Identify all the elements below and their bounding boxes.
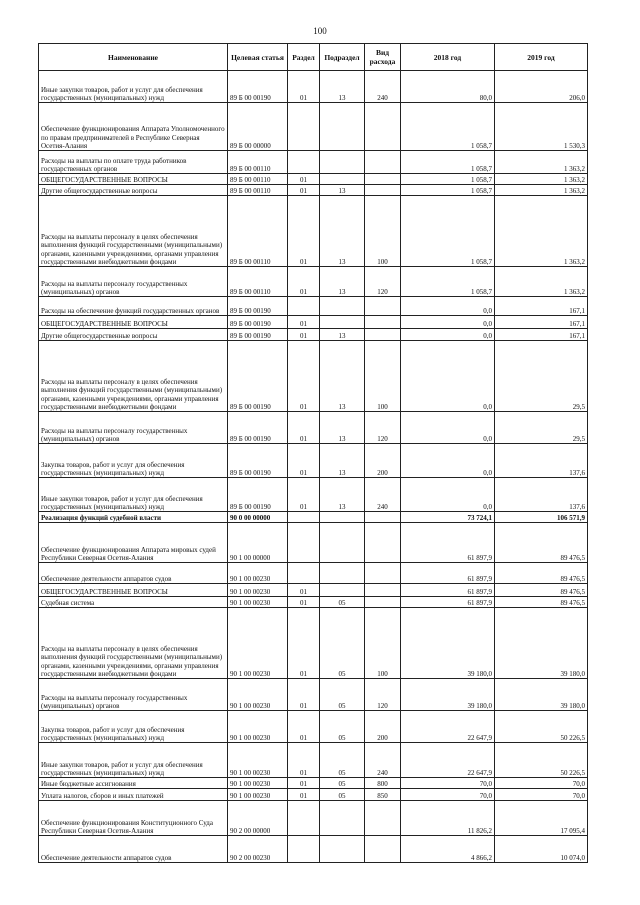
cell-2018: 1 058,7 bbox=[401, 174, 495, 185]
cell-subsection: 05 bbox=[320, 679, 365, 711]
table-row bbox=[39, 523, 588, 563]
table-row bbox=[39, 512, 588, 523]
cell-2018: 1 058,7 bbox=[401, 267, 495, 297]
cell-expense-type: 200 bbox=[365, 444, 401, 478]
cell-2019: 1 363,2 bbox=[495, 196, 588, 267]
cell-2018: 0,0 bbox=[401, 316, 495, 329]
cell-2019: 70,0 bbox=[495, 789, 588, 801]
table-row bbox=[39, 789, 588, 801]
cell-2019: 167,1 bbox=[495, 297, 588, 316]
table-row bbox=[39, 412, 588, 444]
cell-target-article: 90 2 00 00000 bbox=[228, 801, 288, 836]
cell-2019: 89 476,5 bbox=[495, 563, 588, 584]
cell-2019: 29,5 bbox=[495, 341, 588, 412]
cell-expense-type: 200 bbox=[365, 711, 401, 743]
cell-section bbox=[288, 563, 320, 584]
cell-section: 01 bbox=[288, 329, 320, 341]
cell-target-article: 89 Б 00 00110 bbox=[228, 174, 288, 185]
cell-2019: 106 571,9 bbox=[495, 512, 588, 523]
cell-2018: 70,0 bbox=[401, 778, 495, 789]
cell-2018: 0,0 bbox=[401, 329, 495, 341]
cell-expense-type bbox=[365, 801, 401, 836]
cell-name: Иные бюджетные ассигнования bbox=[39, 778, 228, 789]
table-row bbox=[39, 584, 588, 597]
cell-expense-type bbox=[365, 151, 401, 174]
cell-target-article: 90 1 00 00000 bbox=[228, 523, 288, 563]
cell-expense-type: 240 bbox=[365, 743, 401, 778]
cell-name: Обеспечение функционирования Конституционного Суда Республики Северная Осетия-Алания bbox=[39, 801, 228, 836]
cell-2019: 89 476,5 bbox=[495, 597, 588, 608]
cell-subsection: 05 bbox=[320, 789, 365, 801]
cell-subsection: 05 bbox=[320, 597, 365, 608]
table-row bbox=[39, 778, 588, 789]
cell-target-article: 89 Б 00 00110 bbox=[228, 196, 288, 267]
cell-2019: 50 226,5 bbox=[495, 711, 588, 743]
cell-target-article: 89 Б 00 00190 bbox=[228, 478, 288, 512]
cell-name: Судебная система bbox=[39, 597, 228, 608]
cell-2019: 1 363,2 bbox=[495, 185, 588, 196]
table-row bbox=[39, 563, 588, 584]
table-row bbox=[39, 174, 588, 185]
cell-subsection bbox=[320, 563, 365, 584]
cell-section: 01 bbox=[288, 789, 320, 801]
cell-subsection: 13 bbox=[320, 444, 365, 478]
cell-2019: 206,0 bbox=[495, 71, 588, 103]
cell-2019: 1 363,2 bbox=[495, 267, 588, 297]
cell-expense-type bbox=[365, 584, 401, 597]
cell-subsection: 13 bbox=[320, 412, 365, 444]
cell-target-article: 89 Б 00 00190 bbox=[228, 412, 288, 444]
cell-subsection bbox=[320, 174, 365, 185]
header-row bbox=[39, 44, 588, 71]
cell-name: Расходы на выплаты персоналу в целях обеспечения выполнения функций государственными (муниципальными) органами, казенными учреждениями, органами управления государственными внебюджетными фондами bbox=[39, 608, 228, 679]
header-2019: 2019 год bbox=[495, 44, 588, 71]
cell-subsection: 13 bbox=[320, 341, 365, 412]
cell-name: Другие общегосударственные вопросы bbox=[39, 185, 228, 196]
cell-expense-type: 850 bbox=[365, 789, 401, 801]
cell-name: Иные закупки товаров, работ и услуг для обеспечения государственных (муниципальных) нужд bbox=[39, 743, 228, 778]
cell-2018: 0,0 bbox=[401, 297, 495, 316]
cell-expense-type bbox=[365, 563, 401, 584]
cell-subsection: 13 bbox=[320, 71, 365, 103]
cell-target-article: 90 1 00 00230 bbox=[228, 584, 288, 597]
budget-table bbox=[38, 43, 588, 863]
table-row bbox=[39, 743, 588, 778]
cell-2018: 0,0 bbox=[401, 478, 495, 512]
cell-2019: 29,5 bbox=[495, 412, 588, 444]
cell-section bbox=[288, 297, 320, 316]
table-row bbox=[39, 329, 588, 341]
cell-subsection: 05 bbox=[320, 711, 365, 743]
cell-section: 01 bbox=[288, 316, 320, 329]
cell-2018: 61 897,9 bbox=[401, 597, 495, 608]
cell-name: Иные закупки товаров, работ и услуг для обеспечения государственных (муниципальных) нужд bbox=[39, 71, 228, 103]
cell-section: 01 bbox=[288, 679, 320, 711]
table-row bbox=[39, 801, 588, 836]
cell-2018: 1 058,7 bbox=[401, 151, 495, 174]
cell-subsection bbox=[320, 103, 365, 151]
table-row bbox=[39, 185, 588, 196]
cell-2019: 137,6 bbox=[495, 444, 588, 478]
cell-2019: 1 530,3 bbox=[495, 103, 588, 151]
cell-2019: 1 363,2 bbox=[495, 174, 588, 185]
cell-target-article: 89 Б 00 00190 bbox=[228, 71, 288, 103]
cell-name: Расходы на выплаты персоналу в целях обеспечения выполнения функций государственными (муниципальными) органами, казенными учреждениями, органами управления государственными внебюджетными фондами bbox=[39, 341, 228, 412]
cell-target-article: 90 1 00 00230 bbox=[228, 563, 288, 584]
cell-name: Расходы на выплаты персоналу государственных (муниципальных) органов bbox=[39, 679, 228, 711]
cell-section: 01 bbox=[288, 743, 320, 778]
cell-subsection: 05 bbox=[320, 743, 365, 778]
cell-name: Расходы на выплаты персоналу государственных (муниципальных) органов bbox=[39, 412, 228, 444]
cell-2019: 89 476,5 bbox=[495, 584, 588, 597]
table-body bbox=[39, 71, 588, 863]
cell-section bbox=[288, 801, 320, 836]
cell-2018: 39 180,0 bbox=[401, 679, 495, 711]
cell-target-article: 90 1 00 00230 bbox=[228, 608, 288, 679]
table-row bbox=[39, 297, 588, 316]
cell-section bbox=[288, 523, 320, 563]
cell-target-article: 89 Б 00 00190 bbox=[228, 329, 288, 341]
cell-section: 01 bbox=[288, 444, 320, 478]
cell-2019: 137,6 bbox=[495, 478, 588, 512]
cell-target-article: 90 1 00 00230 bbox=[228, 789, 288, 801]
cell-expense-type: 100 bbox=[365, 196, 401, 267]
cell-expense-type bbox=[365, 185, 401, 196]
cell-subsection bbox=[320, 512, 365, 523]
cell-name: Закупка товаров, работ и услуг для обеспечения государственных (муниципальных) нужд bbox=[39, 711, 228, 743]
cell-subsection bbox=[320, 523, 365, 563]
cell-target-article: 90 1 00 00230 bbox=[228, 743, 288, 778]
cell-name: Уплата налогов, сборов и иных платежей bbox=[39, 789, 228, 801]
header-2018: 2018 год bbox=[401, 44, 495, 71]
table-row bbox=[39, 444, 588, 478]
cell-2018: 1 058,7 bbox=[401, 185, 495, 196]
cell-section: 01 bbox=[288, 584, 320, 597]
cell-section: 01 bbox=[288, 608, 320, 679]
cell-section: 01 bbox=[288, 478, 320, 512]
cell-target-article: 89 Б 00 00190 bbox=[228, 341, 288, 412]
cell-expense-type bbox=[365, 512, 401, 523]
cell-section bbox=[288, 512, 320, 523]
cell-name: ОБЩЕГОСУДАРСТВЕННЫЕ ВОПРОСЫ bbox=[39, 316, 228, 329]
header-subsection: Подраздел bbox=[320, 44, 365, 71]
table-row bbox=[39, 151, 588, 174]
cell-2019: 17 095,4 bbox=[495, 801, 588, 836]
table-row bbox=[39, 836, 588, 863]
table-row bbox=[39, 597, 588, 608]
table-row bbox=[39, 103, 588, 151]
cell-section: 01 bbox=[288, 597, 320, 608]
cell-name: ОБЩЕГОСУДАРСТВЕННЫЕ ВОПРОСЫ bbox=[39, 584, 228, 597]
cell-target-article: 90 1 00 00230 bbox=[228, 778, 288, 789]
cell-target-article: 90 0 00 00000 bbox=[228, 512, 288, 523]
cell-2018: 22 647,9 bbox=[401, 743, 495, 778]
cell-name: ОБЩЕГОСУДАРСТВЕННЫЕ ВОПРОСЫ bbox=[39, 174, 228, 185]
cell-target-article: 90 1 00 00230 bbox=[228, 597, 288, 608]
cell-target-article: 89 Б 00 00110 bbox=[228, 151, 288, 174]
cell-section: 01 bbox=[288, 71, 320, 103]
cell-2018: 80,0 bbox=[401, 71, 495, 103]
cell-target-article: 89 Б 00 00190 bbox=[228, 297, 288, 316]
cell-expense-type: 100 bbox=[365, 341, 401, 412]
cell-section bbox=[288, 151, 320, 174]
cell-expense-type: 100 bbox=[365, 608, 401, 679]
cell-2019: 50 226,5 bbox=[495, 743, 588, 778]
cell-subsection bbox=[320, 801, 365, 836]
cell-expense-type bbox=[365, 836, 401, 863]
cell-target-article: 90 1 00 00230 bbox=[228, 679, 288, 711]
cell-name: Расходы на выплаты по оплате труда работников государственных органов bbox=[39, 151, 228, 174]
cell-2018: 73 724,1 bbox=[401, 512, 495, 523]
cell-subsection: 13 bbox=[320, 478, 365, 512]
cell-2018: 61 897,9 bbox=[401, 523, 495, 563]
cell-section: 01 bbox=[288, 174, 320, 185]
cell-subsection bbox=[320, 151, 365, 174]
cell-2018: 70,0 bbox=[401, 789, 495, 801]
cell-2018: 0,0 bbox=[401, 341, 495, 412]
cell-subsection: 13 bbox=[320, 196, 365, 267]
cell-name: Обеспечение деятельности аппаратов судов bbox=[39, 836, 228, 863]
cell-target-article: 89 Б 00 00190 bbox=[228, 444, 288, 478]
page-number: 100 bbox=[313, 26, 327, 36]
cell-name: Иные закупки товаров, работ и услуг для обеспечения государственных (муниципальных) нужд bbox=[39, 478, 228, 512]
cell-name: Расходы на выплаты персоналу государственных (муниципальных) органов bbox=[39, 267, 228, 297]
cell-subsection bbox=[320, 836, 365, 863]
cell-section: 01 bbox=[288, 778, 320, 789]
cell-expense-type: 800 bbox=[365, 778, 401, 789]
cell-expense-type bbox=[365, 297, 401, 316]
cell-name: Закупка товаров, работ и услуг для обеспечения государственных (муниципальных) нужд bbox=[39, 444, 228, 478]
cell-expense-type bbox=[365, 597, 401, 608]
cell-2018: 1 058,7 bbox=[401, 196, 495, 267]
cell-expense-type bbox=[365, 174, 401, 185]
cell-expense-type: 240 bbox=[365, 478, 401, 512]
cell-subsection: 05 bbox=[320, 608, 365, 679]
cell-subsection: 13 bbox=[320, 267, 365, 297]
table-row bbox=[39, 316, 588, 329]
cell-2019: 39 180,0 bbox=[495, 679, 588, 711]
cell-2019: 10 074,0 bbox=[495, 836, 588, 863]
cell-subsection bbox=[320, 584, 365, 597]
table-row bbox=[39, 267, 588, 297]
cell-2019: 70,0 bbox=[495, 778, 588, 789]
cell-target-article: 89 Б 00 00110 bbox=[228, 185, 288, 196]
table-row bbox=[39, 196, 588, 267]
cell-name: Обеспечение функционирования Аппарата Уполномоченного по правам предпринимателей в Республике Северная Осетия-Алания bbox=[39, 103, 228, 151]
cell-expense-type bbox=[365, 329, 401, 341]
cell-section bbox=[288, 836, 320, 863]
cell-name: Расходы на выплаты персоналу в целях обеспечения выполнения функций государственными (муниципальными) органами, казенными учреждениями, органами управления государственными внебюджетными фондами bbox=[39, 196, 228, 267]
cell-2018: 39 180,0 bbox=[401, 608, 495, 679]
cell-target-article: 89 Б 00 00110 bbox=[228, 267, 288, 297]
cell-subsection: 13 bbox=[320, 185, 365, 196]
cell-expense-type: 120 bbox=[365, 412, 401, 444]
cell-2018: 61 897,9 bbox=[401, 563, 495, 584]
cell-2018: 11 826,2 bbox=[401, 801, 495, 836]
cell-expense-type: 240 bbox=[365, 71, 401, 103]
cell-section: 01 bbox=[288, 341, 320, 412]
cell-name: Другие общегосударственные вопросы bbox=[39, 329, 228, 341]
table-row bbox=[39, 608, 588, 679]
cell-name: Расходы на обеспечение функций государственных органов bbox=[39, 297, 228, 316]
cell-expense-type bbox=[365, 523, 401, 563]
cell-target-article: 89 Б 00 00190 bbox=[228, 316, 288, 329]
cell-2018: 4 866,2 bbox=[401, 836, 495, 863]
cell-subsection bbox=[320, 297, 365, 316]
cell-name: Обеспечение деятельности аппаратов судов bbox=[39, 563, 228, 584]
cell-2019: 167,1 bbox=[495, 316, 588, 329]
cell-2019: 89 476,5 bbox=[495, 523, 588, 563]
cell-2018: 22 647,9 bbox=[401, 711, 495, 743]
table-row bbox=[39, 679, 588, 711]
cell-section: 01 bbox=[288, 267, 320, 297]
cell-section bbox=[288, 103, 320, 151]
table-row bbox=[39, 478, 588, 512]
cell-name: Обеспечение функционирования Аппарата мировых судей Республики Северная Осетия-Алания bbox=[39, 523, 228, 563]
cell-2018: 0,0 bbox=[401, 412, 495, 444]
cell-2019: 39 180,0 bbox=[495, 608, 588, 679]
cell-name: Реализация функций судебной власти bbox=[39, 512, 228, 523]
cell-target-article: 90 2 00 00230 bbox=[228, 836, 288, 863]
cell-2019: 167,1 bbox=[495, 329, 588, 341]
cell-subsection: 13 bbox=[320, 329, 365, 341]
header-expense-type: Вид расхода bbox=[365, 44, 401, 71]
header-section: Раздел bbox=[288, 44, 320, 71]
cell-section: 01 bbox=[288, 711, 320, 743]
table-row bbox=[39, 711, 588, 743]
cell-section: 01 bbox=[288, 412, 320, 444]
cell-section: 01 bbox=[288, 196, 320, 267]
cell-expense-type bbox=[365, 316, 401, 329]
cell-2018: 1 058,7 bbox=[401, 103, 495, 151]
cell-target-article: 89 Б 00 00000 bbox=[228, 103, 288, 151]
header-target-article: Целевая статья bbox=[228, 44, 288, 71]
cell-subsection bbox=[320, 316, 365, 329]
cell-2018: 0,0 bbox=[401, 444, 495, 478]
table-row bbox=[39, 71, 588, 103]
cell-expense-type: 120 bbox=[365, 267, 401, 297]
cell-expense-type: 120 bbox=[365, 679, 401, 711]
header-name: Наименование bbox=[39, 44, 228, 71]
cell-expense-type bbox=[365, 103, 401, 151]
table-row bbox=[39, 341, 588, 412]
cell-target-article: 90 1 00 00230 bbox=[228, 711, 288, 743]
cell-subsection: 05 bbox=[320, 778, 365, 789]
cell-2019: 1 363,2 bbox=[495, 151, 588, 174]
cell-section: 01 bbox=[288, 185, 320, 196]
cell-2018: 61 897,9 bbox=[401, 584, 495, 597]
